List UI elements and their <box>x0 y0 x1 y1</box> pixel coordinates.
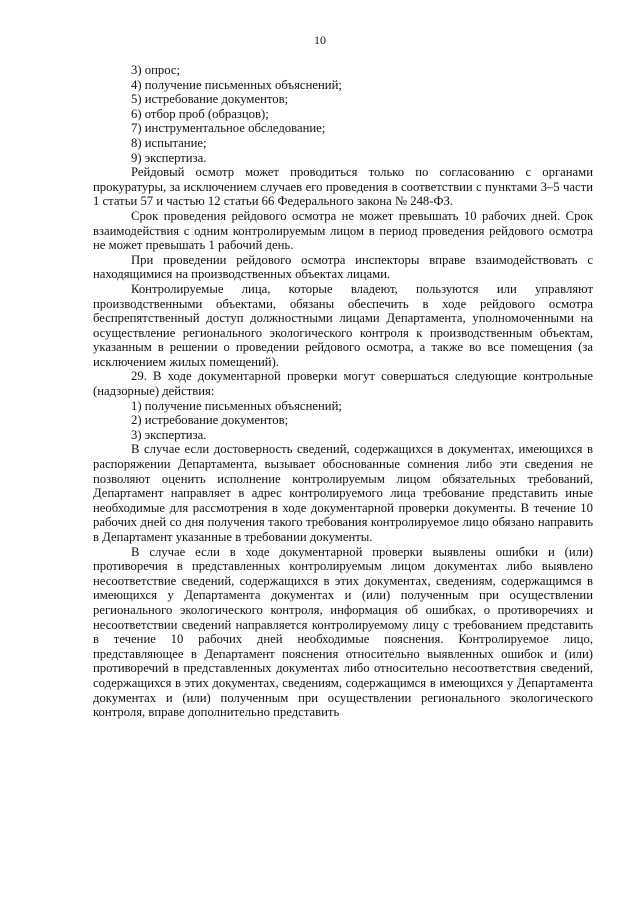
list-item: 4) получение письменных объяснений; <box>131 77 342 92</box>
list-item: 9) экспертиза. <box>131 150 207 165</box>
document-body <box>93 63 593 720</box>
paragraph: Рейдовый осмотр может проводиться только по согласованию с органами прокуратуры, за исключением случаев его проведения в соответствии с пунктами 3–5 части 1 статьи 57 и частью 12 статьи 66 Федерального закона № 248-ФЗ. <box>93 165 593 209</box>
paragraph: В случае если в ходе документарной проверки выявлены ошибки и (или) противоречия в представленных контролируемым лицом документах либо выявлено несоответствие сведений, содержащихся в этих документах, сведениям, содержащимся в имеющихся у Департамента документах и (или) полученным при осуществлении регионального экологического контроля, информация об ошибках, о противоречиях и несоответствии сведений направляется контролируемому лицу с требованием представить в течение 10 рабочих дней необходимые пояснения. Контролируемое лицо, представляющее в Департамент пояснения относительно выявленных ошибок и (или) противоречий в представленных документах либо относительно несоответствия сведений, содержащихся в этих документах, сведениям, содержащимся в имеющихся у Департамента документах и (или) полученным при осуществлении регионального экологического контроля, вправе дополнительно представить <box>93 544 593 720</box>
paragraph: Контролируемые лица, которые владеют, пользуются или управляют производственными объектами, обязаны обеспечить в ходе рейдового осмотра беспрепятственный доступ должностными лицами Департамента, уполномоченными на осуществление регионального экологического контроля к производственным объектам, указанным в решении о проведении рейдового осмотра, а также во все помещения (за исключением жилых помещений). <box>93 281 593 369</box>
list-item: 8) испытание; <box>131 135 207 150</box>
paragraph: Срок проведения рейдового осмотра не может превышать 10 рабочих дней. Срок взаимодействия с одним контролируемым лицом в период проведения рейдового осмотра не может превышать 1 рабочий день. <box>93 208 593 253</box>
page-number: 10 <box>314 33 326 47</box>
list-item: 1) получение письменных объяснений; <box>131 398 342 413</box>
list-item: 5) истребование документов; <box>131 92 289 107</box>
paragraph: 29. В ходе документарной проверки могут совершаться следующие контрольные (надзорные) действия: <box>93 369 593 399</box>
paragraph: При проведении рейдового осмотра инспекторы вправе взаимодействовать с находящимися на производственных объектах лицами. <box>93 252 593 282</box>
list-item: 3) опрос; <box>131 63 181 77</box>
list-item: 7) инструментальное обследование; <box>131 121 326 136</box>
paragraph: В случае если достоверность сведений, содержащихся в документах, имеющихся в распоряжении Департамента, вызывает обоснованные сомнения либо эти сведения не позволяют оценить исполнение контролируемым лицом обязательных требований, Департамент направляет в адрес контролируемого лица требование представить иные необходимые для рассмотрения в ходе документарной проверки документы. В течение 10 рабочих дней со дня получения такого требования контролируемое лицо обязано направить в Департамент указанные в требовании документы. <box>93 442 593 544</box>
list-item: 6) отбор проб (образцов); <box>131 106 269 121</box>
list-item: 3) экспертиза. <box>131 427 207 442</box>
list-item: 2) истребование документов; <box>131 413 289 428</box>
